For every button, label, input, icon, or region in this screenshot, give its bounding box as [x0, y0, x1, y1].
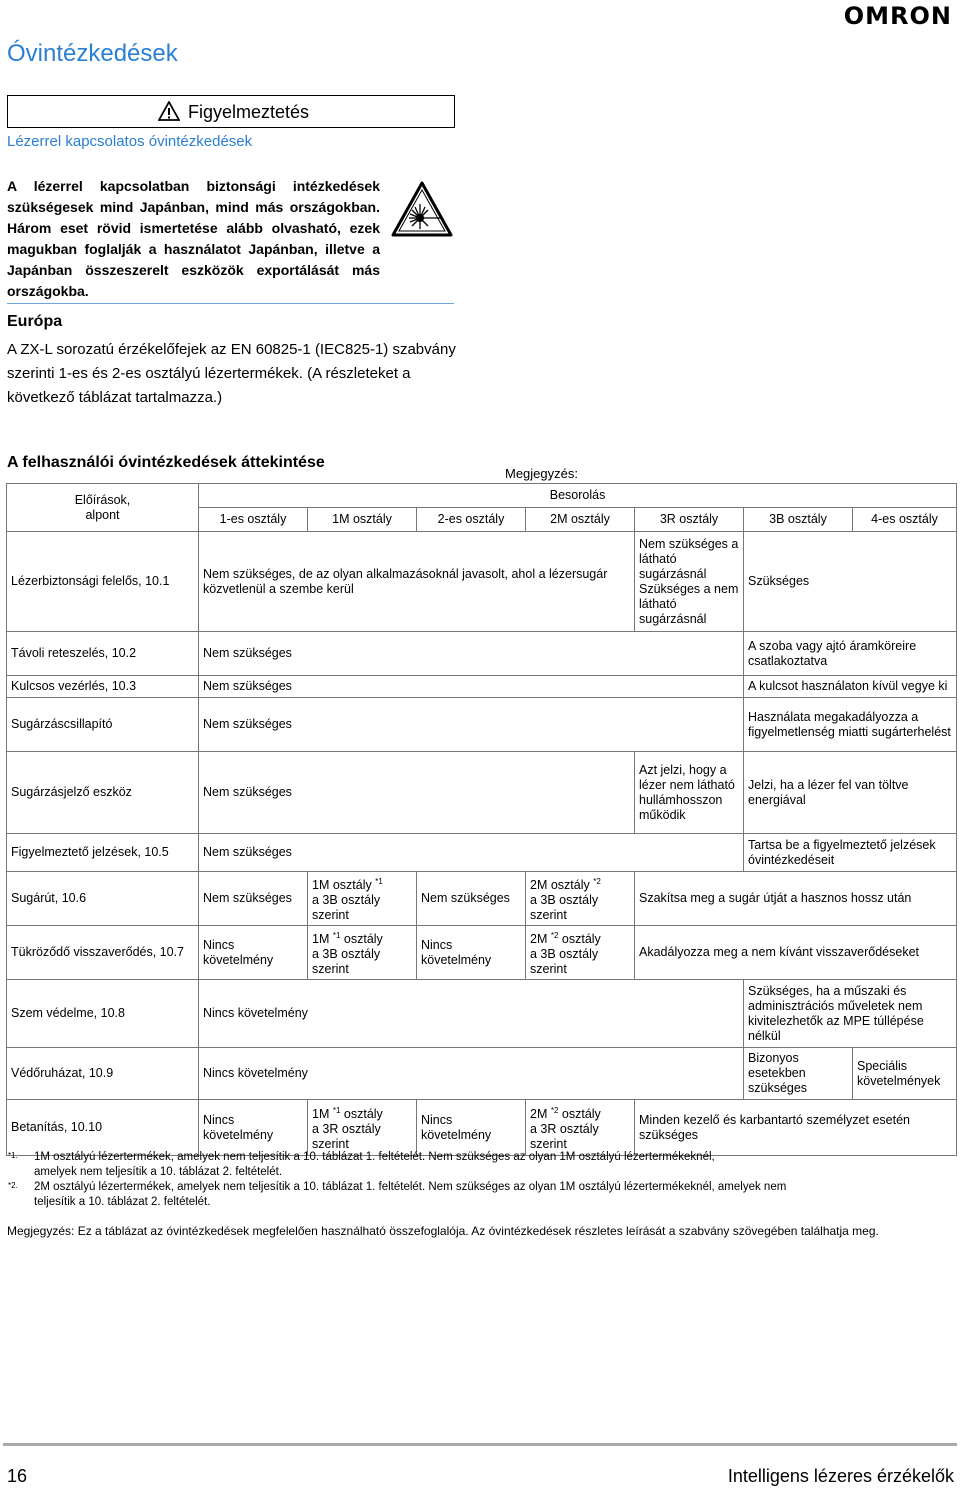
- footnote-ref: *1: [375, 877, 383, 886]
- table-cell: Szükséges, ha a műszaki és adminisztrációs műveletek nem kivitelezhetők az MPE túllépése nélkül: [744, 980, 957, 1048]
- row-label: Védőruházat, 10.9: [7, 1048, 199, 1100]
- table-row: [7, 926, 957, 980]
- table-row: [7, 1100, 957, 1156]
- footnote-text: 2M osztályú lézertermékek, amelyek nem teljesítik a 10. táblázat 1. feltételét. Nem szükséges az olyan 1M osztályú lézertermékeknél, amelyek nem teljesítik a 10. táblázat 2. feltételét.: [34, 1181, 787, 1208]
- overview-heading: A felhasználói óvintézkedések áttekintése: [7, 454, 325, 471]
- table-cell: Nem szükséges: [199, 676, 744, 698]
- cell-text: 2M: [530, 1107, 548, 1122]
- class-header: 2M osztály: [526, 508, 635, 532]
- footnote-ref: *2: [550, 931, 559, 941]
- cell-line: a 3B osztály szerint: [530, 893, 599, 923]
- cell-text: 1M osztály: [312, 878, 372, 893]
- table-cell: Bizonyos esetekben szükséges: [744, 1048, 853, 1100]
- table-row: [7, 872, 957, 926]
- cell-line: Szükséges a nem látható sugárzásnál: [639, 581, 739, 626]
- table-row: [7, 1048, 957, 1100]
- table-row: [7, 676, 957, 698]
- cell-line: a 3B osztály szerint: [312, 947, 381, 977]
- footer-title: Intelligens lézeres érzékelők: [727, 1466, 954, 1486]
- table-cell: [526, 1100, 635, 1156]
- table-cell: Tartsa be a figyelmeztető jelzések óvintézkedéseit: [744, 834, 957, 872]
- laser-heading: Lézerrel kapcsolatos óvintézkedések: [7, 133, 253, 150]
- cell-text: 1M: [312, 1107, 330, 1122]
- class-header: 2-es osztály: [417, 508, 526, 532]
- table-cell: Nincs követelmény: [417, 926, 526, 980]
- cell-text: 2M: [530, 932, 548, 947]
- table-cell: A kulcsot használaton kívül vegye ki: [744, 676, 957, 698]
- table-cell: Nincs követelmény: [199, 926, 308, 980]
- section-divider: [7, 303, 454, 304]
- table-cell: Nem szükséges: [199, 834, 744, 872]
- table-cell: Nincs követelmény: [199, 1100, 308, 1156]
- cell-line: a 3B osztály szerint: [312, 893, 381, 923]
- footnote-ref: *2: [550, 1106, 559, 1116]
- laser-hazard-icon: [390, 180, 454, 243]
- footnote-2: [8, 1180, 818, 1210]
- class-header: 3B osztály: [744, 508, 853, 532]
- intro-text: A lézerrel kapcsolatban biztonsági intézkedések szükségesek mind Japánban, mind más országokban. Három eset rövid ismertetése alább olvasható, ezek magukban foglalják a használatot Japánban, illetve a Japánban összeszerelt eszközök exportálását más országokba.: [7, 178, 380, 299]
- row-label: Sugárzáscsillapító: [7, 698, 199, 752]
- europe-heading: Európa: [7, 313, 63, 330]
- cell-line: a 3R osztály szerint: [530, 1122, 599, 1152]
- bottom-note: Megjegyzés: Ez a táblázat az óvintézkedések megfelelően használható összefoglalója. Az óvintézkedések részletes leírását a szabvány szövegében találhatja meg.: [7, 1224, 879, 1238]
- cell-line: a 3R osztály szerint: [312, 1122, 381, 1152]
- table-cell: [635, 532, 744, 632]
- table-cell: Nem szükséges, de az olyan alkalmazásoknál javasolt, ahol a lézersugár közvetlenül a szembe kerül: [199, 532, 635, 632]
- table-row: [7, 698, 957, 752]
- table-cell: Nem szükséges: [199, 752, 635, 834]
- warning-title: Figyelmeztetés: [188, 102, 310, 122]
- table-row: [7, 632, 957, 676]
- table-row: [7, 532, 957, 632]
- row-label: Kulcsos vezérlés, 10.3: [7, 676, 199, 698]
- table-row: [7, 980, 957, 1048]
- row-label: Lézerbiztonsági felelős, 10.1: [7, 532, 199, 632]
- cell-line: a 3B osztály szerint: [530, 947, 599, 977]
- row-label: Szem védelme, 10.8: [7, 980, 199, 1048]
- table-cell: Szükséges: [744, 532, 957, 632]
- class-header: 1M osztály: [308, 508, 417, 532]
- table-cell: A szoba vagy ajtó áramköreire csatlakoztatva: [744, 632, 957, 676]
- class-header: 4-es osztály: [853, 508, 957, 532]
- warning-box: [7, 95, 455, 128]
- table-cell: Akadályozza meg a nem kívánt visszaverődéseket: [635, 926, 957, 980]
- footnote-mark: *1.: [8, 1151, 18, 1160]
- page-number: 16: [7, 1466, 28, 1486]
- table-cell: Nem szükséges: [199, 698, 744, 752]
- cell-text: osztály: [561, 932, 601, 947]
- row-label: Sugárzásjelző eszköz: [7, 752, 199, 834]
- table-cell: [308, 1100, 417, 1156]
- cell-line: Nem szükséges a látható sugárzásnál: [639, 536, 739, 581]
- row-label: Figyelmeztető jelzések, 10.5: [7, 834, 199, 872]
- class-header: 1-es osztály: [199, 508, 308, 532]
- table-row: [7, 834, 957, 872]
- footnote-ref: *1: [332, 1106, 341, 1116]
- footnote-ref: *2: [593, 877, 601, 886]
- cell-text: 1M: [312, 932, 330, 947]
- table-cell: Nincs követelmény: [199, 980, 744, 1048]
- cell-text: osztály: [561, 1107, 601, 1122]
- omron-logo: OMRON: [843, 2, 952, 30]
- table-cell: Használata megakadályozza a figyelmetlenség miatti sugárterhelést: [744, 698, 957, 752]
- table-cell: Nem szükséges: [199, 632, 744, 676]
- cell-text: osztály: [343, 1107, 383, 1122]
- precautions-table: [6, 483, 957, 1156]
- row-label: Tükröződő visszaverődés, 10.7: [7, 926, 199, 980]
- row-label: Sugárút, 10.6: [7, 872, 199, 926]
- class-header: 3R osztály: [635, 508, 744, 532]
- cell-text: 2M osztály: [530, 878, 590, 893]
- footnote-mark: *2.: [8, 1181, 18, 1190]
- table-row: [7, 752, 957, 834]
- table-cell: Nincs követelmény: [417, 1100, 526, 1156]
- table-cell: [526, 872, 635, 926]
- table-cell: Azt jelzi, hogy a lézer nem látható hullámhosszon működik: [635, 752, 744, 834]
- footnote-1: [8, 1150, 748, 1180]
- table-cell: Minden kezelő és karbantartó személyzet esetén szükséges: [635, 1100, 957, 1156]
- footnote-ref: *1: [332, 931, 341, 941]
- warning-triangle-icon: [158, 101, 180, 126]
- cell-text: osztály: [343, 932, 383, 947]
- row-label: Betanítás, 10.10: [7, 1100, 199, 1156]
- page-title: Óvintézkedések: [7, 40, 178, 67]
- table-cell: [526, 926, 635, 980]
- table-cell: [308, 926, 417, 980]
- classification-header: Besorolás: [199, 484, 957, 508]
- table-cell: [308, 872, 417, 926]
- table-cell: Nem szükséges: [199, 872, 308, 926]
- note-label: Megjegyzés:: [505, 466, 578, 481]
- table-header-row: [7, 484, 957, 508]
- table-cell: Jelzi, ha a lézer fel van töltve energiával: [744, 752, 957, 834]
- europe-text: A ZX-L sorozatú érzékelőfejek az EN 60825-1 (IEC825-1) szabvány szerinti 1-es és 2-es osztályú lézertermékek. (A részleteket a következő táblázat tartalmazza.): [7, 341, 456, 406]
- table-cell: Szakítsa meg a sugár útját a hasznos hossz után: [635, 872, 957, 926]
- row-label: Távoli reteszelés, 10.2: [7, 632, 199, 676]
- table-corner: Előírások, alpont: [7, 484, 199, 532]
- footnote-text: 1M osztályú lézertermékek, amelyek nem teljesítik a 10. táblázat 1. feltételét. Nem szükséges az olyan 1M osztályú lézertermékeknél, amelyek nem teljesítik a 10. táblázat 2. feltételét.: [34, 1151, 715, 1178]
- table-cell: Nincs követelmény: [199, 1048, 744, 1100]
- table-cell: Nem szükséges: [417, 872, 526, 926]
- table-cell: Speciális követelmények: [853, 1048, 957, 1100]
- footer-rule: [3, 1443, 957, 1446]
